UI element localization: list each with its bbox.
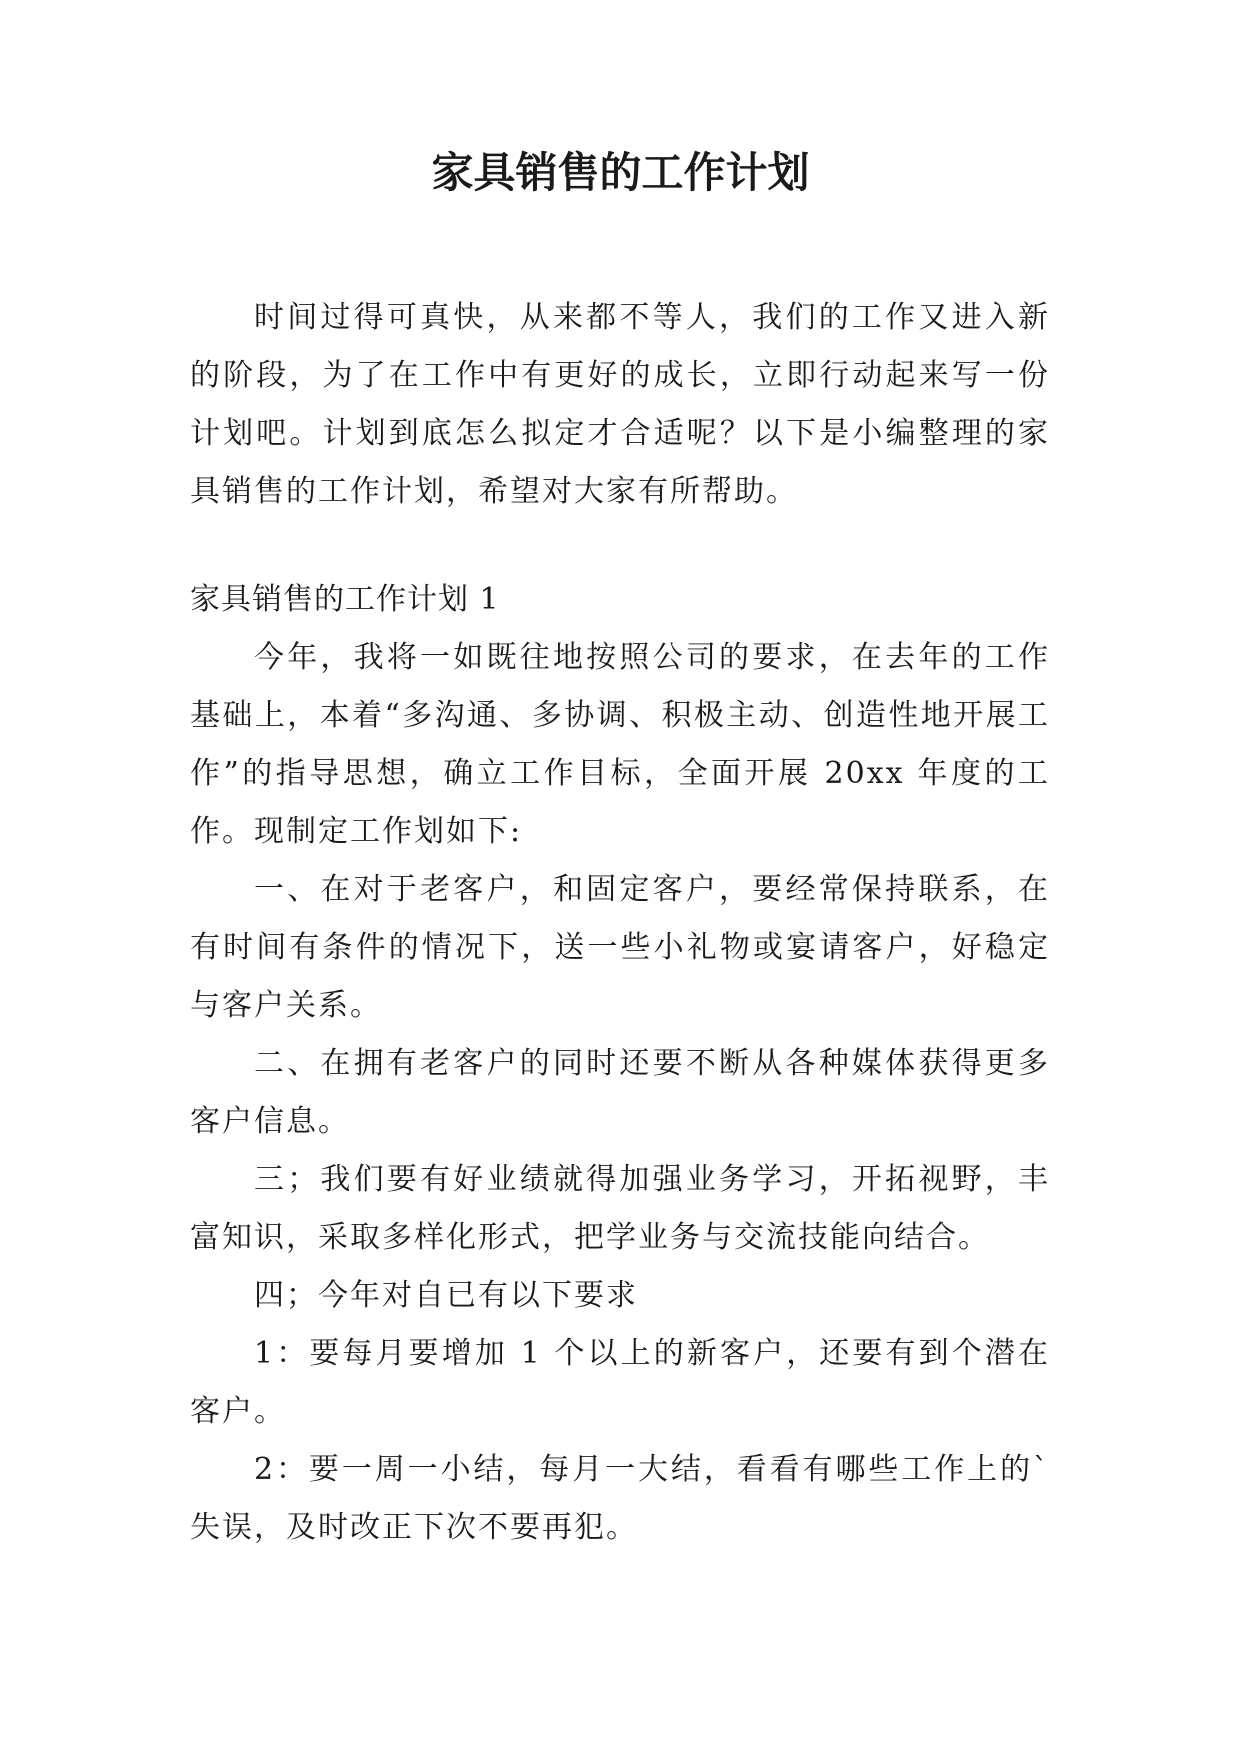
- document-title: 家具销售的工作计划: [431, 148, 810, 197]
- document-body: [190, 289, 1050, 1557]
- body-paragraph: 四；今年对自已有以下要求: [254, 1278, 638, 1313]
- body-paragraph: 一、在对于老客户，和固定客户，要经常保持联系，在有时间有条件的情况下，送一些小礼物或宴请客户，好稳定与客户关系。: [190, 872, 1050, 1023]
- body-paragraph: 1：要每月要增加 1 个以上的新客户，还要有到个潜在客户。: [190, 1336, 1050, 1429]
- section-heading: 家具销售的工作计划 1: [190, 582, 500, 617]
- intro-paragraph: 时间过得可真快，从来都不等人，我们的工作又进入新的阶段，为了在工作中有更好的成长，立即行动起来写一份计划吧。计划到底怎么拟定才合适呢？以下是小编整理的家具销售的工作计划，希望对大家有所帮助。: [190, 300, 1050, 509]
- body-paragraph: 二、在拥有老客户的同时还要不断从各种媒体获得更多客户信息。: [190, 1046, 1050, 1139]
- body-paragraph: 三；我们要有好业绩就得加强业务学习，开拓视野，丰富知识，采取多样化形式，把学业务与交流技能向结合。: [190, 1162, 1050, 1255]
- body-paragraph: 今年，我将一如既往地按照公司的要求，在去年的工作基础上，本着“多沟通、多协调、积极主动、创造性地开展工作”的指导思想，确立工作目标，全面开展 20xx 年度的工作。现制定工作划如下:: [190, 640, 1050, 849]
- body-paragraph: 2：要一周一小结，每月一大结，看看有哪些工作上的`失误，及时改正下次不要再犯。: [190, 1452, 1050, 1545]
